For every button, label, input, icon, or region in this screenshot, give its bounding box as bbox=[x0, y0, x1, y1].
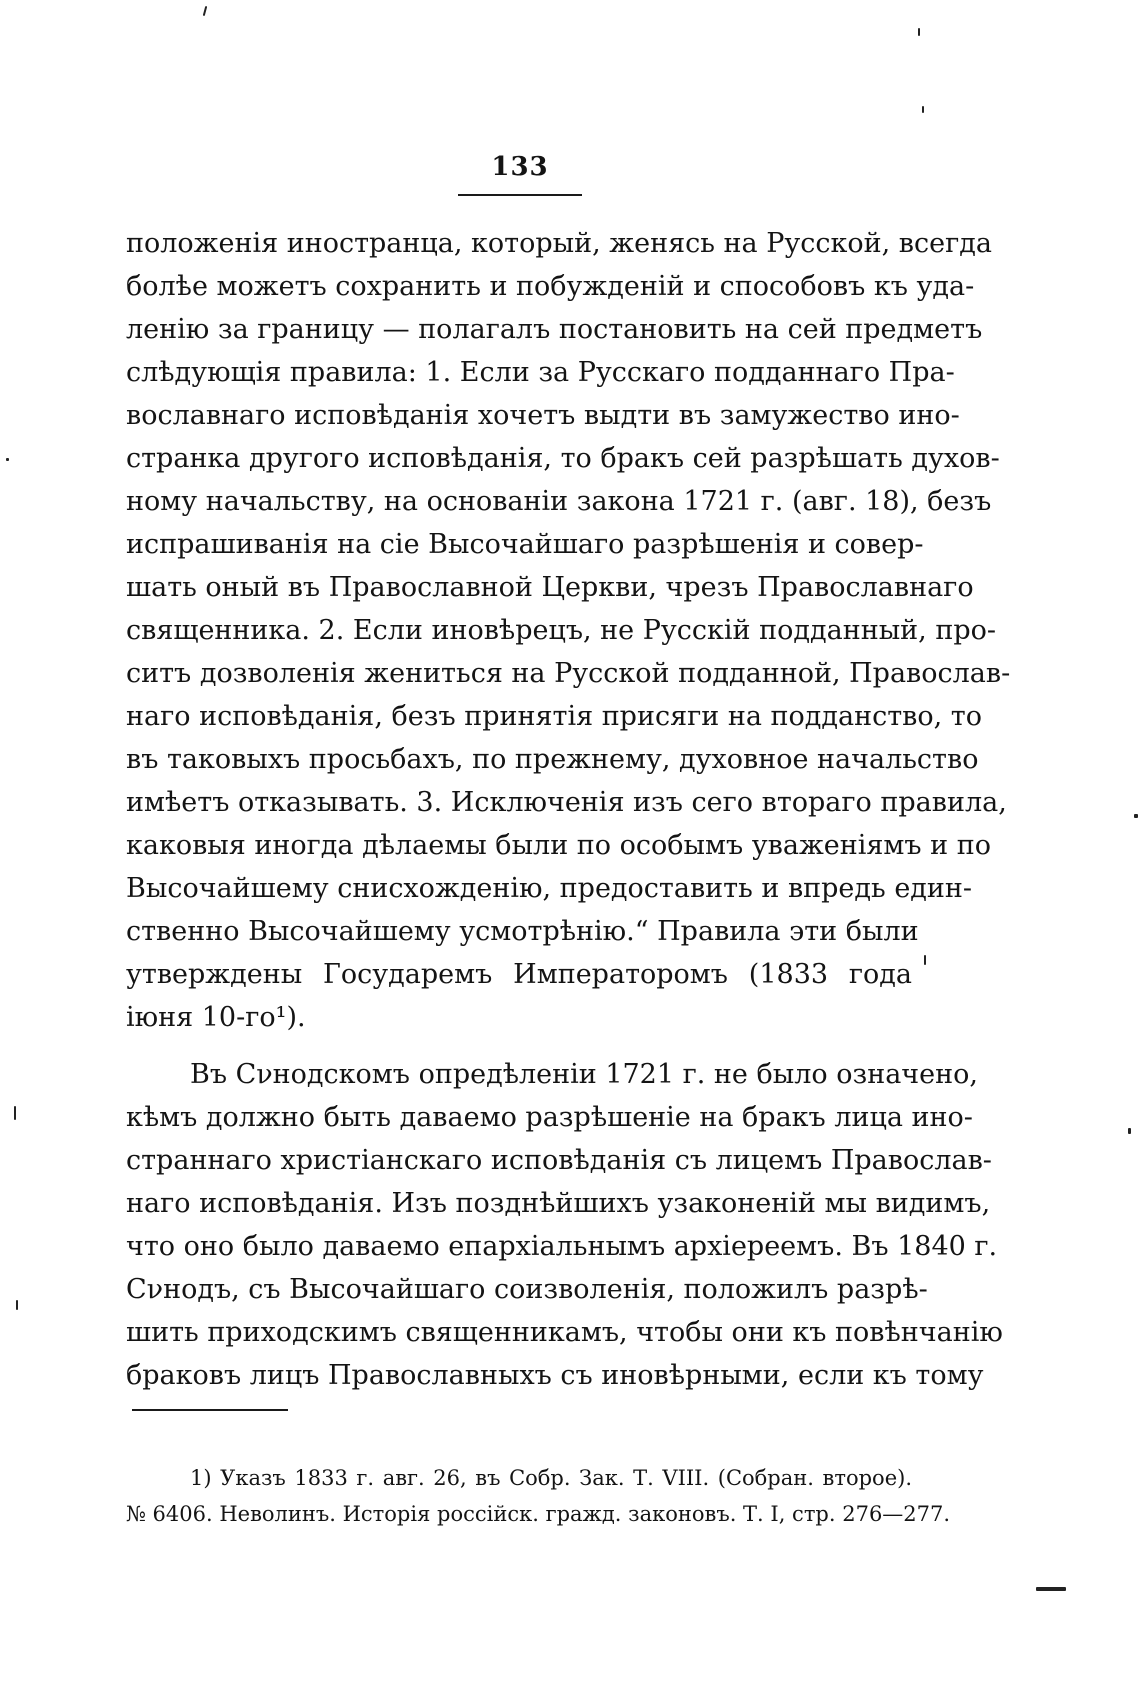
page-number: 133 bbox=[491, 152, 549, 182]
text-line: въ таковыхъ просьбахъ, по прежнему, духовное начальство bbox=[126, 744, 979, 775]
text-line: ному начальству, на основаніи закона 1721 г. (авг. 18), безъ bbox=[126, 486, 992, 517]
text-line: утверждены Государемъ Императоромъ (1833 года bbox=[126, 959, 912, 990]
text-line: ситъ дозволенія жениться на Русской подданной, Православ- bbox=[126, 658, 1011, 689]
text-line: болѣе можетъ сохранить и побужденій и способовъ къ уда- bbox=[126, 271, 975, 302]
scan-speck bbox=[1134, 814, 1138, 818]
text-line: наго исповѣданія. Изъ позднѣйшихъ узаконеній мы видимъ, bbox=[126, 1188, 991, 1219]
text-line: іюня 10-го¹). bbox=[126, 1002, 306, 1033]
text-line: испрашиванія на сіе Высочайшаго разрѣшенія и совер- bbox=[126, 529, 924, 560]
text-line: ленію за границу — полагалъ постановить на сей предметъ bbox=[126, 314, 983, 345]
scan-speck bbox=[924, 955, 926, 965]
text-line: наго исповѣданія, безъ принятія присяги на подданство, то bbox=[126, 701, 982, 732]
text-line: священника. 2. Если иновѣрецъ, не Русскій подданный, про- bbox=[126, 615, 996, 646]
text-line: браковъ лицъ Православныхъ съ иновѣрными, если къ тому bbox=[126, 1360, 984, 1391]
text-line: слѣдующія правила: 1. Если за Русскаго подданнаго Пра- bbox=[126, 357, 955, 388]
scan-speck bbox=[6, 458, 9, 461]
text-line: имѣетъ отказывать. 3. Исключенія изъ сего втораго правила, bbox=[126, 787, 1007, 818]
scan-speck bbox=[14, 1106, 16, 1120]
header-rule bbox=[458, 194, 582, 196]
scan-speck bbox=[1036, 1587, 1066, 1591]
scan-speck bbox=[922, 106, 924, 113]
text-line: вославнаго исповѣданія хочетъ выдти въ замужество ино- bbox=[126, 400, 960, 431]
scan-speck bbox=[918, 28, 920, 36]
text-line: кѣмъ должно быть даваемо разрѣшеніе на бракъ лица ино- bbox=[126, 1102, 973, 1133]
text-line: положенія иностранца, который, женясь на Русской, всегда bbox=[126, 228, 992, 259]
text-line: Высочайшему снисхожденію, предоставить и впредь един- bbox=[126, 873, 973, 904]
text-line: Въ Сνнодскомъ опредѣленіи 1721 г. не было означено, bbox=[190, 1059, 978, 1090]
paragraph-gap bbox=[126, 1039, 912, 1053]
text-line: шать оный въ Православной Церкви, чрезъ Православнаго bbox=[126, 572, 974, 603]
scan-speck bbox=[203, 6, 208, 16]
footnote-rule bbox=[132, 1409, 288, 1411]
scan-speck bbox=[1128, 1128, 1131, 1134]
text-line: что оно было даваемо епархіальнымъ архіереемъ. Въ 1840 г. bbox=[126, 1231, 998, 1262]
text-line: странка другого исповѣданія, то бракъ сей разрѣшать духов- bbox=[126, 443, 1000, 474]
scan-speck bbox=[16, 1300, 18, 1310]
text-line: ственно Высочайшему усмотрѣнію.“ Правила эти были bbox=[126, 916, 919, 947]
main-text bbox=[126, 222, 1011, 1397]
footnotes bbox=[126, 1460, 951, 1532]
footnote-line: 1) Указъ 1833 г. авг. 26, въ Собр. Зак. Т. VIII. (Собран. второе). bbox=[190, 1466, 912, 1490]
text-line: страннаго христіанскаго исповѣданія съ лицемъ Православ- bbox=[126, 1145, 992, 1176]
text-line: Сνнодъ, съ Высочайшаго соизволенія, положилъ разрѣ- bbox=[126, 1274, 928, 1305]
footnote-line: № 6406. Неволинъ. Исторія россійск. гражд. законовъ. Т. I, стр. 276—277. bbox=[126, 1502, 951, 1526]
text-line: каковыя иногда дѣлаемы были по особымъ уваженіямъ и по bbox=[126, 830, 992, 861]
text-line: шить приходскимъ священникамъ, чтобы они къ повѣнчанію bbox=[126, 1317, 1003, 1348]
